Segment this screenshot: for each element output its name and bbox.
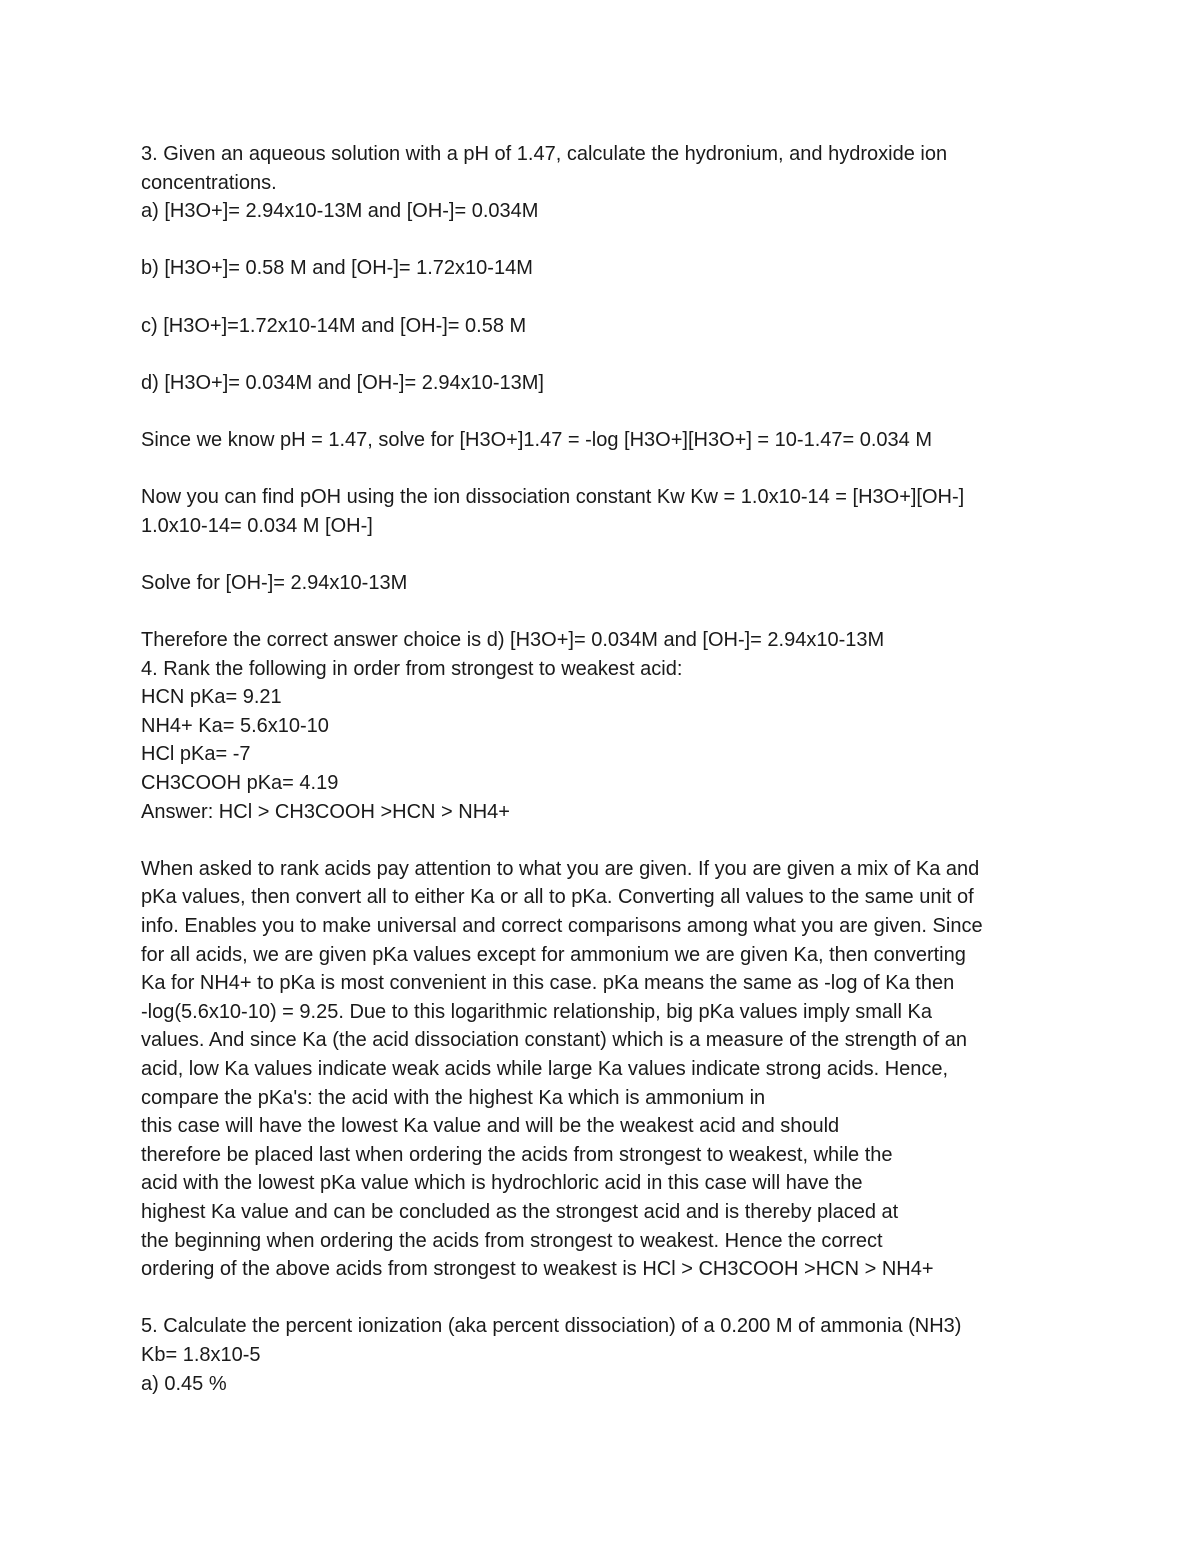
q4-explanation-line: compare the pKa's: the acid with the highest Ka which is ammonium in xyxy=(141,1086,766,1109)
spacer xyxy=(141,226,1071,255)
q3-conclusion: Therefore the correct answer choice is d) [H3O+]= 0.034M and [OH-]= 2.94x10-13M xyxy=(141,629,885,652)
q4-explanation-line: -log(5.6x10-10) = 9.25. Due to this logarithmic relationship, big pKa values imply small Ka xyxy=(141,1000,932,1023)
q4-explanation-line: Ka for NH4+ to pKa is most convenient in this case. pKa means the same as -log of Ka then xyxy=(141,972,955,995)
q4-item-hcn: HCN pKa= 9.21 xyxy=(141,686,282,709)
q5-question-line2: Kb= 1.8x10-5 xyxy=(141,1343,261,1366)
q3-option-b: b) [H3O+]= 0.58 M and [OH-]= 1.72x10-14M xyxy=(141,257,533,280)
spacer xyxy=(141,397,1071,426)
spacer xyxy=(141,598,1071,627)
q5-option-a: a) 0.45 % xyxy=(141,1372,227,1395)
q4-explanation-line: acid with the lowest pKa value which is hydrochloric acid in this case will have the xyxy=(141,1172,863,1195)
q4-item-ch3cooh: CH3COOH pKa= 4.19 xyxy=(141,772,339,795)
spacer xyxy=(141,826,1071,855)
q4-explanation-line: ordering of the above acids from strongest to weakest is HCl > CH3COOH >HCN > NH4+ xyxy=(141,1258,934,1281)
q4-explanation-line: acid, low Ka values indicate weak acids while large Ka values indicate strong acids. Hence, xyxy=(141,1058,949,1080)
q3-solution-step1: Since we know pH = 1.47, solve for [H3O+]1.47 = -log [H3O+][H3O+] = 10-1.47= 0.034 M xyxy=(141,428,932,451)
q3-option-a: a) [H3O+]= 2.94x10-13M and [OH-]= 0.034M xyxy=(141,200,539,223)
q4-explanation-line: highest Ka value and can be concluded as the strongest acid and is thereby placed at xyxy=(141,1200,899,1223)
q4-explanation-line: this case will have the lowest Ka value and will be the weakest acid and should xyxy=(141,1115,840,1138)
q4-question: 4. Rank the following in order from strongest to weakest acid: xyxy=(141,657,683,680)
spacer xyxy=(141,340,1071,369)
spacer xyxy=(141,540,1071,569)
q3-option-d: d) [H3O+]= 0.034M and [OH-]= 2.94x10-13M] xyxy=(141,371,544,394)
document-body xyxy=(141,140,1071,1398)
q3-solution-step2-line2: 1.0x10-14= 0.034 M [OH-] xyxy=(141,514,373,537)
q4-item-nh4: NH4+ Ka= 5.6x10-10 xyxy=(141,714,329,737)
q4-explanation-line: When asked to rank acids pay attention to what you are given. If you are given a mix of Ka and xyxy=(141,857,980,880)
q4-explanation-line: info. Enables you to make universal and correct comparisons among what you are given. Since xyxy=(141,915,983,938)
spacer xyxy=(141,283,1071,312)
q3-solution-step3: Solve for [OH-]= 2.94x10-13M xyxy=(141,571,408,594)
q3-option-c: c) [H3O+]=1.72x10-14M and [OH-]= 0.58 M xyxy=(141,314,527,337)
q4-explanation-line: for all acids, we are given pKa values except for ammonium we are given Ka, then converting xyxy=(141,943,966,966)
q4-item-hcl: HCl pKa= -7 xyxy=(141,743,251,766)
q3-solution-step2-line1: Now you can find pOH using the ion dissociation constant Kw Kw = 1.0x10-14 = [H3O+][OH-] xyxy=(141,486,965,509)
q4-explanation-line: therefore be placed last when ordering the acids from strongest to weakest, while the xyxy=(141,1143,893,1166)
spacer xyxy=(141,1284,1071,1313)
q3-question-line1: 3. Given an aqueous solution with a pH of 1.47, calculate the hydronium, and hydroxide ion xyxy=(141,143,948,165)
q4-explanation-line: pKa values, then convert all to either Ka or all to pKa. Converting all values to the same unit of xyxy=(141,886,974,909)
spacer xyxy=(141,455,1071,484)
q4-explanation-line: the beginning when ordering the acids from strongest to weakest. Hence the correct xyxy=(141,1229,883,1252)
q3-question-line2: concentrations. xyxy=(141,171,277,194)
q5-question-line1: 5. Calculate the percent ionization (aka percent dissociation) of a 0.200 M of ammonia (NH3) xyxy=(141,1315,962,1338)
q4-answer: Answer: HCl > CH3COOH >HCN > NH4+ xyxy=(141,800,510,823)
q4-explanation-line: values. And since Ka (the acid dissociation constant) which is a measure of the strength of an xyxy=(141,1029,968,1052)
